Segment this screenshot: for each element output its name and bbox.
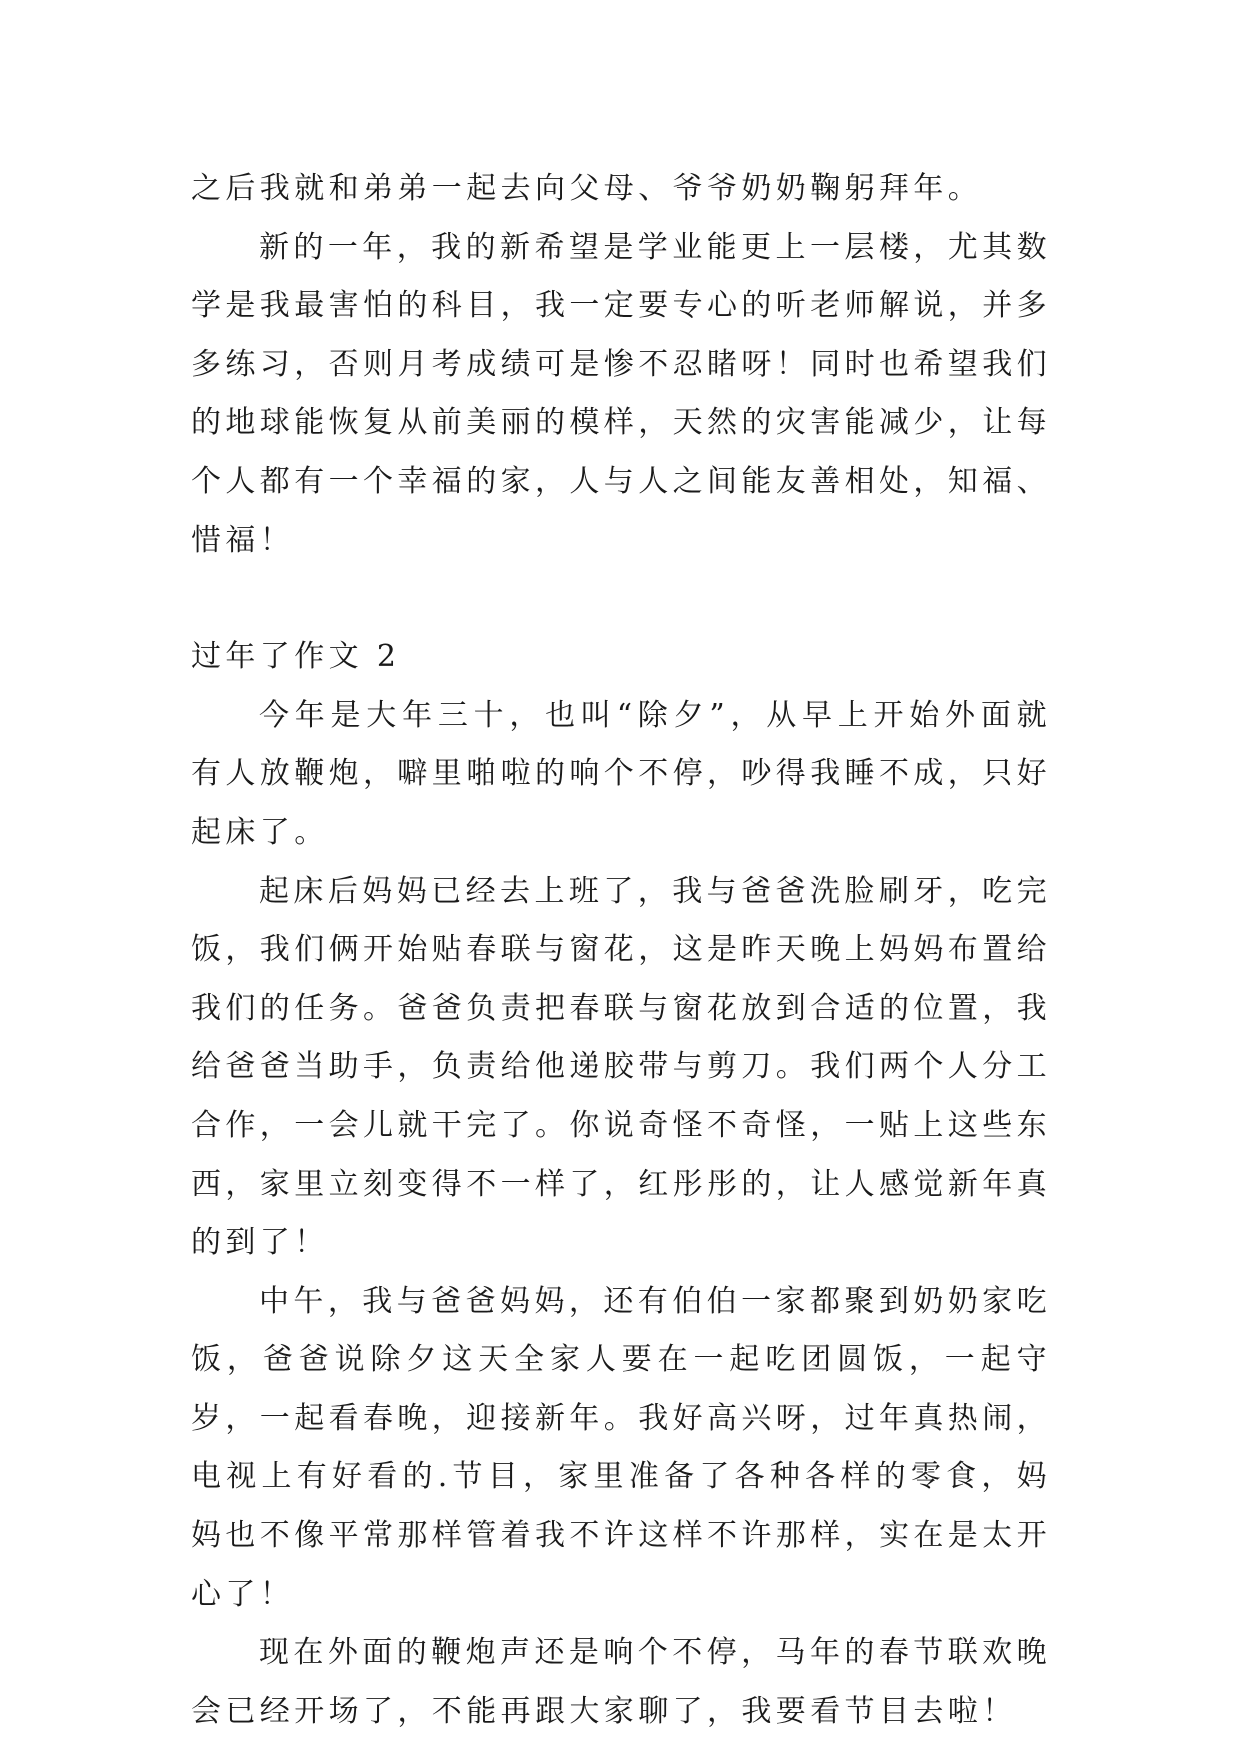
- paragraph-couplets: 起床后妈妈已经去上班了，我与爸爸洗脸刷牙，吃完饭，我们俩开始贴春联与窗花，这是昨天晚上妈妈布置给我们的任务。爸爸负责把春联与窗花放到合适的位置，我给爸爸当助手，负责给他递胶带与剪刀。我们两个人分工合作，一会儿就干完了。你说奇怪不奇怪，一贴上这些东西，家里立刻变得不一样了，红彤彤的，让人感觉新年真的到了！: [191, 873, 1051, 1261]
- section-gap: [191, 570, 1051, 628]
- paragraph-reunion-dinner: 中午，我与爸爸妈妈，还有伯伯一家都聚到奶奶家吃饭，爸爸说除夕这天全家人要在一起吃团圆饭，一起守岁，一起看春晚，迎接新年。我好高兴呀，过年真热闹，电视上有好看的.节目，家里准备了各种各样的零食，妈妈也不像平常那样管着我不许这样不许那样，实在是太开心了！: [191, 1283, 1051, 1612]
- paragraph-new-years-eve: 今年是大年三十，也叫“除夕”，从早上开始外面就有人放鞭炮，噼里啪啦的响个不停，吵得我睡不成，只好起床了。: [191, 697, 1051, 850]
- essay-title: 过年了作文 2: [191, 639, 401, 675]
- paragraph-continued: 之后我就和弟弟一起去向父母、爷爷奶奶鞠躬拜年。: [191, 171, 983, 206]
- paragraph-spring-gala: 现在外面的鞭炮声还是响个不停，马年的春节联欢晚会已经开场了，不能再跟大家聊了，我要看节目去啦！: [191, 1635, 1051, 1729]
- document-body: [191, 160, 1051, 1741]
- paragraph-new-year-hopes: 新的一年，我的新希望是学业能更上一层楼，尤其数学是我最害怕的科目，我一定要专心的听老师解说，并多多练习，否则月考成绩可是惨不忍睹呀！同时也希望我们的地球能恢复从前美丽的模样，天然的灾害能减少，让每个人都有一个幸福的家，人与人之间能友善相处，知福、惜福！: [191, 229, 1051, 558]
